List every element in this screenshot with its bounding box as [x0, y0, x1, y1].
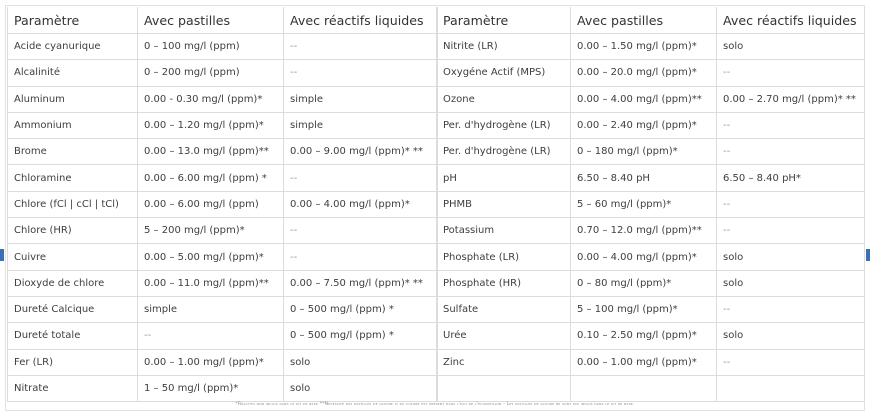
- cell-param: Oxygéne Actif (MPS): [437, 60, 571, 86]
- cell-param: Ozone: [437, 86, 571, 112]
- cell-tablet: 5 – 100 mg/l (ppm)*: [571, 296, 717, 322]
- cell-tablet: 5 – 200 mg/l (ppm)*: [138, 218, 284, 244]
- cell-liquid: 0.00 – 4.00 mg/l (ppm)*: [284, 191, 438, 217]
- cell-param: Aluminum: [8, 86, 138, 112]
- cell-tablet: 0.00 – 20.0 mg/l (ppm)*: [571, 60, 717, 86]
- cell-liquid: solo: [717, 270, 865, 296]
- left-edge-marker: [0, 249, 4, 261]
- table-row: [437, 375, 865, 401]
- cell-tablet: 0.00 - 0.30 mg/l (ppm)*: [138, 86, 284, 112]
- table-row: [437, 191, 865, 217]
- table-row: [437, 60, 865, 86]
- table-row: [437, 86, 865, 112]
- empty-cell: [437, 375, 571, 401]
- cell-tablet: 5 – 60 mg/l (ppm)*: [571, 191, 717, 217]
- cell-liquid: --: [717, 191, 865, 217]
- cell-param: Dureté Calcique: [8, 296, 138, 322]
- header-avec-pastilles: Avec pastilles: [138, 7, 284, 34]
- cell-tablet: 0.00 – 4.00 mg/l (ppm)*: [571, 244, 717, 270]
- cell-tablet: 0.00 – 4.00 mg/l (ppm)**: [571, 86, 717, 112]
- cell-tablet: 0.00 – 5.00 mg/l (ppm)*: [138, 244, 284, 270]
- table-row: [437, 296, 865, 322]
- table-row: [8, 34, 438, 60]
- cell-tablet: --: [138, 323, 284, 349]
- cell-param: Per. d'hydrogène (LR): [437, 112, 571, 138]
- cell-tablet: 0 – 200 mg/l (ppm): [138, 60, 284, 86]
- cell-liquid: --: [284, 34, 438, 60]
- cell-tablet: 0.00 – 6.00 mg/l (ppm) *: [138, 165, 284, 191]
- cell-liquid: --: [284, 244, 438, 270]
- cell-liquid: --: [284, 218, 438, 244]
- table-row: [8, 349, 438, 375]
- cell-tablet: 0.00 – 1.20 mg/l (ppm)*: [138, 112, 284, 138]
- table-row: [8, 323, 438, 349]
- table-row: [8, 270, 438, 296]
- cell-tablet: 0.00 – 11.0 mg/l (ppm)**: [138, 270, 284, 296]
- cell-liquid: 0.00 – 2.70 mg/l (ppm)* **: [717, 86, 865, 112]
- cell-liquid: solo: [717, 323, 865, 349]
- cell-param: Zinc: [437, 349, 571, 375]
- table-row: [437, 218, 865, 244]
- empty-cell: [571, 375, 717, 401]
- cell-tablet: 0.00 – 6.00 mg/l (ppm): [138, 191, 284, 217]
- table-row: [8, 296, 438, 322]
- cell-tablet: 0.70 – 12.0 mg/l (ppm)**: [571, 218, 717, 244]
- cell-param: Nitrate: [8, 375, 138, 401]
- cell-liquid: solo: [717, 244, 865, 270]
- header-avec-reactifs-liquides: Avec réactifs liquides: [717, 7, 865, 34]
- table-row: [437, 165, 865, 191]
- header-avec-pastilles: Avec pastilles: [571, 7, 717, 34]
- cell-tablet: simple: [138, 296, 284, 322]
- right-edge-marker: [866, 249, 870, 261]
- cell-param: Alcalinité: [8, 60, 138, 86]
- cell-param: Fer (LR): [8, 349, 138, 375]
- parameter-table-left: [7, 7, 438, 402]
- table-row: [8, 139, 438, 165]
- header-avec-reactifs-liquides: Avec réactifs liquides: [284, 7, 438, 34]
- cell-param: Sulfate: [437, 296, 571, 322]
- cell-param: Chlore (fCl | cCl | tCl): [8, 191, 138, 217]
- cell-liquid: solo: [717, 34, 865, 60]
- table-header-row: [8, 7, 438, 34]
- table-row: [437, 323, 865, 349]
- parameter-table-right: [436, 7, 865, 402]
- cell-liquid: solo: [284, 375, 438, 401]
- cell-param: Chloramine: [8, 165, 138, 191]
- cell-param: Brome: [8, 139, 138, 165]
- header-parametre: Paramètre: [437, 7, 571, 34]
- table-row: [8, 375, 438, 401]
- cell-param: Dureté totale: [8, 323, 138, 349]
- empty-cell: [717, 375, 865, 401]
- table-row: [437, 112, 865, 138]
- table-row: [8, 86, 438, 112]
- table-row: [437, 244, 865, 270]
- cell-liquid: --: [717, 296, 865, 322]
- cell-liquid: 0.00 – 9.00 mg/l (ppm)* **: [284, 139, 438, 165]
- cell-liquid: --: [717, 112, 865, 138]
- footnote: *Réactifs non inclus dans le kit de base **Nécessite des pastilles de glycine si du chlore est présent dans l'eau de l'échantillon - Les pastilles de glycine ne sont pas inclus dans le kit de base.: [235, 402, 635, 407]
- table-row: [437, 139, 865, 165]
- table-row: [437, 349, 865, 375]
- cell-liquid: simple: [284, 86, 438, 112]
- cell-liquid: --: [717, 60, 865, 86]
- cell-tablet: 0.00 – 1.50 mg/l (ppm)*: [571, 34, 717, 60]
- cell-tablet: 0 – 80 mg/l (ppm)*: [571, 270, 717, 296]
- cell-param: Dioxyde de chlore: [8, 270, 138, 296]
- cell-param: Chlore (HR): [8, 218, 138, 244]
- cell-liquid: --: [717, 349, 865, 375]
- cell-tablet: 0.10 – 2.50 mg/l (ppm)*: [571, 323, 717, 349]
- cell-liquid: 0.00 – 7.50 mg/l (ppm)* **: [284, 270, 438, 296]
- cell-liquid: solo: [284, 349, 438, 375]
- table-row: [437, 34, 865, 60]
- cell-liquid: --: [717, 139, 865, 165]
- cell-param: Acide cyanurique: [8, 34, 138, 60]
- table-header-row: [437, 7, 865, 34]
- cell-liquid: simple: [284, 112, 438, 138]
- cell-param: Phosphate (LR): [437, 244, 571, 270]
- cell-liquid: 0 – 500 mg/l (ppm) *: [284, 296, 438, 322]
- table-row: [8, 112, 438, 138]
- cell-liquid: 0 – 500 mg/l (ppm) *: [284, 323, 438, 349]
- cell-tablet: 0.00 – 1.00 mg/l (ppm)*: [138, 349, 284, 375]
- cell-tablet: 0.00 – 1.00 mg/l (ppm)*: [571, 349, 717, 375]
- cell-param: Urée: [437, 323, 571, 349]
- cell-param: Potassium: [437, 218, 571, 244]
- cell-tablet: 0.00 – 13.0 mg/l (ppm)**: [138, 139, 284, 165]
- cell-param: Cuivre: [8, 244, 138, 270]
- table-row: [437, 270, 865, 296]
- cell-liquid: --: [717, 218, 865, 244]
- cell-param: Nitrite (LR): [437, 34, 571, 60]
- table-row: [8, 218, 438, 244]
- cell-liquid: --: [284, 165, 438, 191]
- parameter-table-card: [5, 5, 865, 411]
- cell-param: Ammonium: [8, 112, 138, 138]
- cell-liquid: --: [284, 60, 438, 86]
- cell-param: Phosphate (HR): [437, 270, 571, 296]
- cell-param: pH: [437, 165, 571, 191]
- table-row: [8, 60, 438, 86]
- table-row: [8, 244, 438, 270]
- cell-param: PHMB: [437, 191, 571, 217]
- table-row: [8, 165, 438, 191]
- cell-tablet: 0 – 100 mg/l (ppm): [138, 34, 284, 60]
- cell-tablet: 0 – 180 mg/l (ppm)*: [571, 139, 717, 165]
- cell-tablet: 0.00 – 2.40 mg/l (ppm)*: [571, 112, 717, 138]
- cell-tablet: 6.50 – 8.40 pH: [571, 165, 717, 191]
- cell-tablet: 1 – 50 mg/l (ppm)*: [138, 375, 284, 401]
- cell-liquid: 6.50 – 8.40 pH*: [717, 165, 865, 191]
- header-parametre: Paramètre: [8, 7, 138, 34]
- cell-param: Per. d'hydrogène (LR): [437, 139, 571, 165]
- table-row: [8, 191, 438, 217]
